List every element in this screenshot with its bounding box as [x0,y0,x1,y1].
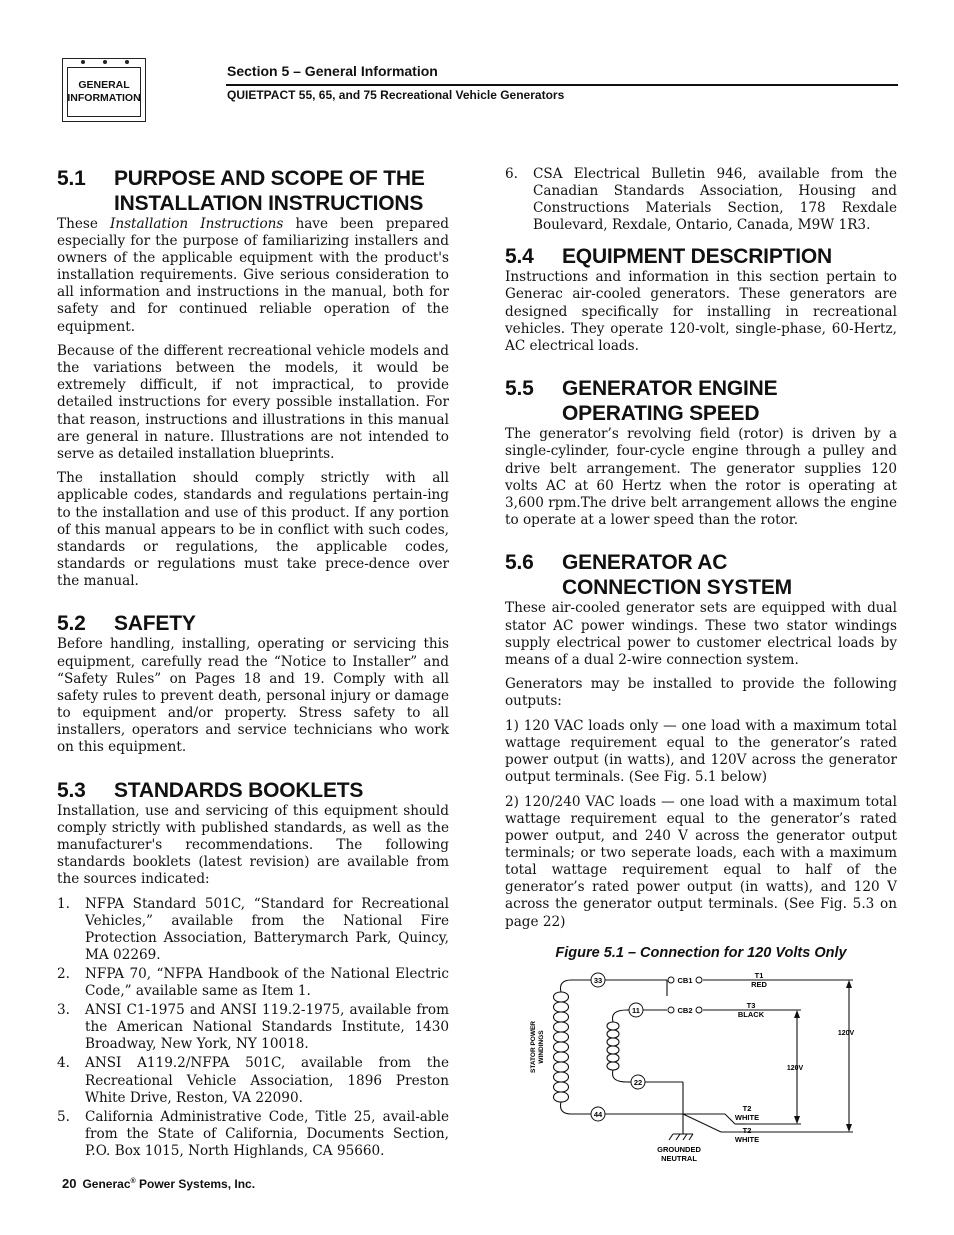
badge-tab [125,60,129,64]
heading-5-1: 5.1 PURPOSE AND SCOPE OF THE INSTALLATION INSTRUCTIONS [57,167,425,215]
figure-caption: Figure 5.1 – Connection for 120 Volts Only [555,944,847,961]
badge-label: GENERAL INFORMATION [67,67,141,117]
badge-tab [103,60,107,64]
label-white-a: WHITE [734,1113,760,1122]
right-column [505,166,897,962]
company-name: Generac [82,1177,131,1191]
heading-5-4: 5.4 EQUIPMENT DESCRIPTION [505,245,832,269]
list-item: 6. CSA Electrical Bulletin 946, available from the Canadian Standards Association, Housing and Constructions Materials Section, 178 Rexdale Boulevard, Rexdale, Ontario, Canada, M9W 1R3. [505,166,897,234]
label-120v-inner: 120V [786,1065,804,1072]
list-item: 4. ANSI A119.2/NFPA 501C, available from the Recreational Vehicle Association, 1896 Preston White Drive, Reston, VA 22090. [57,1055,449,1106]
label-44: 44 [593,1110,603,1119]
label-cb1: CB1 [677,976,693,985]
heading-5-2: 5.2 SAFETY [57,612,196,636]
paragraph: Generators may be installed to provide the following outputs: [505,676,897,710]
label-stator-2: WINDINGS [538,1030,545,1064]
label-t2-a: T2 [742,1104,752,1113]
label-33: 33 [593,976,603,985]
left-column [57,166,449,1162]
page-number: 20 [62,1176,77,1191]
label-t2-b: T2 [742,1126,752,1135]
section-header: Section 5 – General Information [227,63,438,79]
label-white-b: WHITE [734,1135,760,1144]
badge-tab [81,60,85,64]
header-rule [226,84,898,86]
paragraph: Because of the different recreational vehicle models and the variations between the models, it would be extremely difficult, if not impractical, to provide detailed instructions for every possible installation. For that reason, instructions and illustrations in this manual are general in nature. Illustrations are not intended to serve as detailed installation blueprints. [57,343,449,462]
label-11: 11 [632,1006,640,1015]
paragraph: Before handling, installing, operating or servicing this equipment, carefully read the “Notice to Installer” and “Safety Rules” on Pages 18 and 19. Comply with all safety rules to prevent death, personal injury or damage to equipment and/or property. Stress safety to all installers, operators and service technicians who work on this equipment. [57,636,449,756]
list-item: 5. California Administrative Code, Title 25, avail-able from the State of California, Documents Section, P.O. Box 1015, North Highlands, CA 95660. [57,1108,449,1159]
paragraph: Installation, use and servicing of this equipment should comply strictly with published standards, as well as the manufacturer's recommendations. The following standards booklets (latest revision) are available from the sources indicated: [57,802,449,887]
paragraph: 2) 120/240 VAC loads — one load with a maximum total wattage requirement equal to the generator’s rated power output, and 240 V across the generator output terminals; or two seperate loads, each with a maximum total wattage requirement equal to half of the generator’s rated power output (in watts), and 120 V across the generator output terminals. (See Fig. 5.3 on page 22) [505,793,897,930]
wiring-diagram [505,962,897,1172]
heading-5-5: 5.5 GENERATOR ENGINE OPERATING SPEED [505,377,778,426]
list-item: 2. NFPA 70, “NFPA Handbook of the National Electric Code,” available same as Item 1. [57,965,449,1000]
paragraph: The generator’s revolving field (rotor) is driven by a single-cylinder, four-cycle engine through a pulley and drive belt arrangement. The generator supplies 120 volts AC at 60 Hertz when the rotor is operating at 3,600 rpm.The drive belt arrangement allows the engine to operate at a lower speed than the rotor. [505,426,897,528]
paragraph: 1) 120 VAC loads only — one load with a maximum total wattage requirement equal to the generator’s rated power output (in watts), and 120V across the generator output terminals. (See Fig. 5.1 below) [505,717,897,786]
label-cb2: CB2 [677,1006,693,1015]
standards-list [57,896,449,1160]
paragraph: These air-cooled generator sets are equipped with dual stator AC power windings. These two stator windings supply electrical power to customer electrical loads by means of a dual 2-wire connection system. [505,600,897,668]
label-22: 22 [633,1078,643,1087]
paragraph: These Installation Instructions have been prepared especially for the purpose of familiarizing installers and owners of the applicable equipment with the product's installation requirements. Give serious consideration to all information and instructions in the manual, both for safety and for continued reliable operation of the equipment. [57,216,449,335]
paragraph: The installation should comply strictly with all applicable codes, standards and regulations pertain-ing to the installation and use of this product. If any portion of this manual appears to be in conflict with such codes, standards or regulations, the applicable codes, standards or regulations must take prece-dence over the manual. [57,470,449,589]
label-grounded: GROUNDED [657,1145,701,1154]
general-information-badge [62,58,146,122]
label-stator-1: STATOR POWER [530,1021,537,1073]
paragraph: Instructions and information in this section pertain to Generac air-cooled generators. These generators are designed specifically for installing in recreational vehicles. They operate 120-volt, single-phase, 60-Hertz, AC electrical loads. [505,269,897,354]
standards-list-continued [505,166,897,234]
list-item: 1. NFPA Standard 501C, “Standard for Recreational Vehicles,” available from the National Fire Protection Association, Batterymarch Park, Quincy, MA 02269. [57,895,449,963]
heading-5-6: 5.6 GENERATOR AC CONNECTION SYSTEM [505,551,792,600]
label-t1: T1 [754,971,764,980]
header-subtitle: QUIETPACT 55, 65, and 75 Recreational Vehicle Generators [227,88,565,102]
heading-5-3: 5.3 STANDARDS BOOKLETS [57,778,364,802]
label-120v-outer: 120V [837,1030,855,1037]
label-red: RED [751,980,767,989]
label-black: BLACK [737,1010,765,1019]
page-footer: 20 Generac® Power Systems, Inc. [62,1176,256,1191]
label-t3: T3 [746,1001,756,1010]
label-neutral: NEUTRAL [661,1154,697,1163]
inner-stator-coil [607,1010,627,1082]
list-item: 3. ANSI C1-1975 and ANSI 119.2-1975, available from the American National Standards Institute, 1430 Broadway, New York, NY 10018. [57,1002,449,1053]
